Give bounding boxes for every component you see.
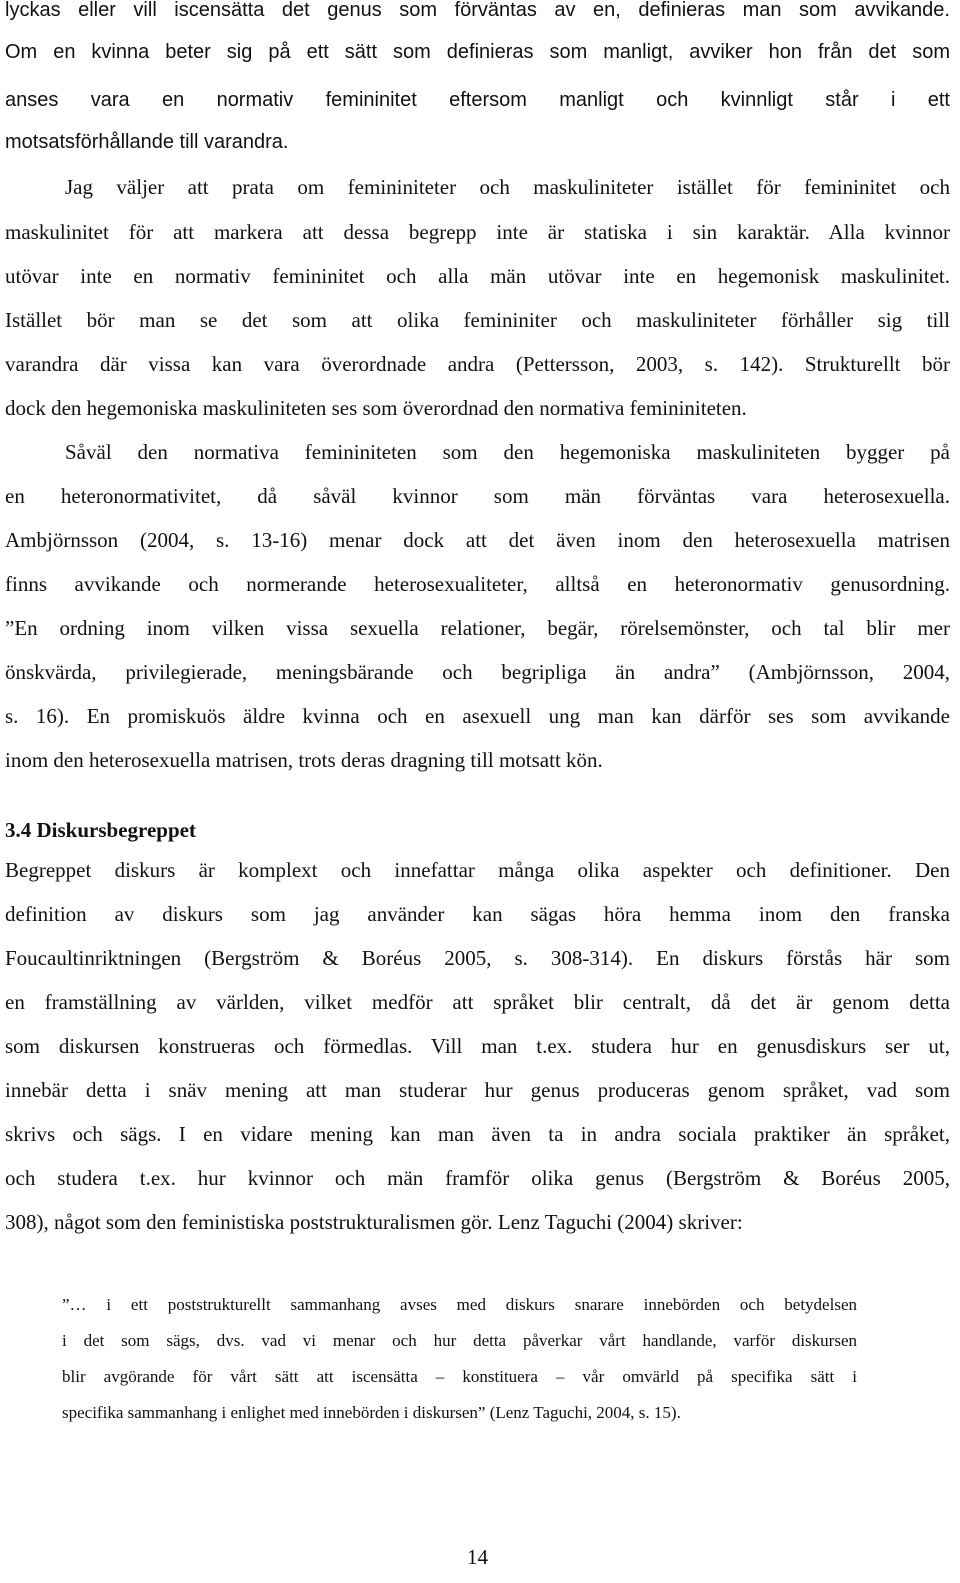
text-line: dock den hegemoniska maskuliniteten ses som överordnad den normativa femininiteten. bbox=[5, 396, 747, 420]
text-line: maskulinitet för att markera att dessa begrepp inte är statiska i sin karaktär. Alla kvinnor bbox=[5, 220, 950, 244]
quote-line: blir avgörande för vårt sätt att iscensätta – konstituera – vår omvärld på specifika sätt i bbox=[62, 1367, 857, 1386]
text-line: definition av diskurs som jag använder kan sägas höra hemma inom den franska bbox=[5, 902, 950, 926]
text-line: som diskursen konstrueras och förmedlas. Vill man t.ex. studera hur en genusdiskurs ser ut, bbox=[5, 1034, 950, 1058]
page-number: 14 bbox=[467, 1545, 488, 1569]
text-line: önskvärda, privilegierade, meningsbärande och begripliga än andra” (Ambjörnsson, 2004, bbox=[5, 660, 950, 684]
text-line: Jag väljer att prata om femininiteter och maskuliniteter istället för femininitet och bbox=[65, 175, 950, 199]
text-line: en framställning av världen, vilket medför att språket blir centralt, då det är genom detta bbox=[5, 990, 950, 1014]
text-line: lyckas eller vill iscensätta det genus som förväntas av en, definieras man som avvikande. bbox=[5, 0, 950, 21]
text-line: finns avvikande och normerande heterosexualiteter, alltså en heteronormativ genusordning. bbox=[5, 572, 950, 596]
text-line: Såväl den normativa femininiteten som den hegemoniska maskuliniteten bygger på bbox=[65, 440, 950, 464]
text-line: s. 16). En promiskuös äldre kvinna och en asexuell ung man kan därför ses som avvikande bbox=[5, 704, 950, 728]
text-line: Ambjörnsson (2004, s. 13-16) menar dock att det även inom den heterosexuella matrisen bbox=[5, 528, 950, 552]
text-line: varandra där vissa kan vara överordnade andra (Pettersson, 2003, s. 142). Strukturellt bör bbox=[5, 352, 950, 376]
text-line: utövar inte en normativ femininitet och alla män utövar inte en hegemonisk maskulinitet. bbox=[5, 264, 950, 288]
text-line: och studera t.ex. hur kvinnor och män framför olika genus (Bergström & Boréus 2005, bbox=[5, 1166, 950, 1190]
text-line: motsatsförhållande till varandra. bbox=[5, 131, 289, 153]
text-line: Istället bör man se det som att olika femininiter och maskuliniteter förhåller sig till bbox=[5, 308, 950, 332]
text-line: Begreppet diskurs är komplext och innefattar många olika aspekter och definitioner. Den bbox=[5, 858, 950, 882]
text-line: innebär detta i snäv mening att man studerar hur genus produceras genom språket, vad som bbox=[5, 1078, 950, 1102]
text-line: skrivs och sägs. I en vidare mening kan man även ta in andra sociala praktiker än språket, bbox=[5, 1122, 950, 1146]
quote-line: ”… i ett poststrukturellt sammanhang avses med diskurs snarare innebörden och betydelsen bbox=[62, 1295, 857, 1314]
section-heading: 3.4 Diskursbegreppet bbox=[5, 818, 196, 842]
text-line: en heteronormativitet, då såväl kvinnor som män förväntas vara heterosexuella. bbox=[5, 484, 950, 508]
text-line: Foucaultinriktningen (Bergström & Boréus 2005, s. 308-314). En diskurs förstås här som bbox=[5, 946, 950, 970]
text-line: ”En ordning inom vilken vissa sexuella relationer, begär, rörelsemönster, och tal blir mer bbox=[5, 616, 950, 640]
text-line: 308), något som den feministiska poststrukturalismen gör. Lenz Taguchi (2004) skriver: bbox=[5, 1210, 743, 1234]
document-page bbox=[5, 0, 950, 1583]
quote-line: i det som sägs, dvs. vad vi menar och hur detta påverkar vårt handlande, varför diskursen bbox=[62, 1331, 857, 1350]
text-line: Om en kvinna beter sig på ett sätt som definieras som manligt, avviker hon från det som bbox=[5, 41, 950, 63]
quote-line: specifika sammanhang i enlighet med innebörden i diskursen” (Lenz Taguchi, 2004, s. 15). bbox=[62, 1403, 681, 1422]
text-line: inom den heterosexuella matrisen, trots deras dragning till motsatt kön. bbox=[5, 748, 603, 772]
text-line: anses vara en normativ femininitet eftersom manligt och kvinnligt står i ett bbox=[5, 89, 950, 111]
